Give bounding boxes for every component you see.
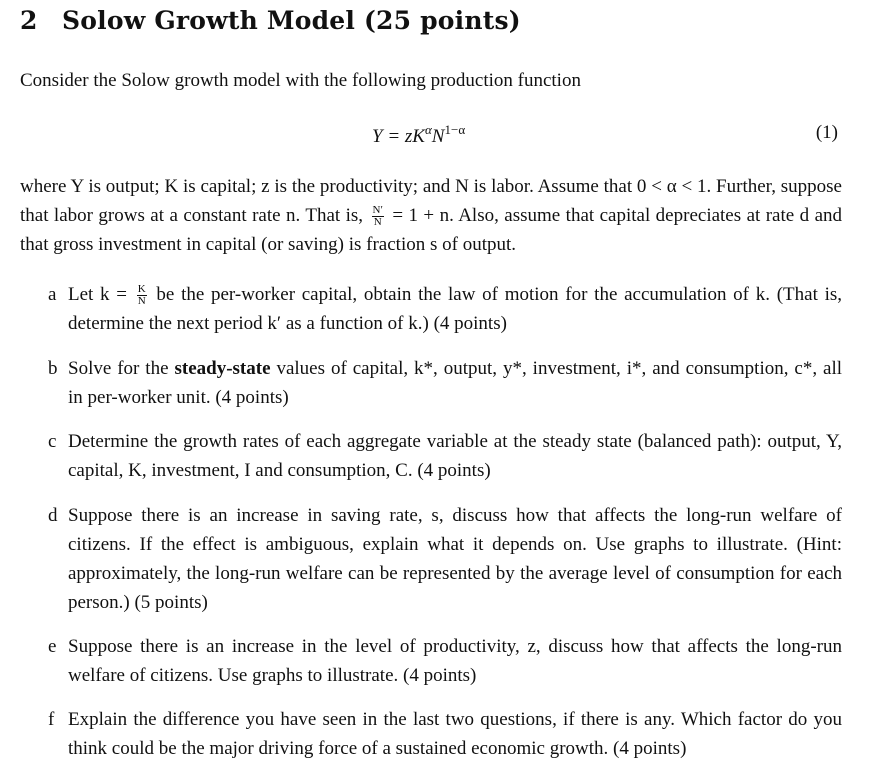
section-title: Solow Growth Model (25 points) [62,6,521,35]
question-body: Explain the difference you have seen in the last two questions, if there is any. Which factor do you think could be the major driving force of a sustained economic growth. (4 points) [68,709,842,759]
question-b-post: values of capital, k*, output, y*, investment, i*, and consumption, c*, all in per-worker unit. (4 points) [68,358,843,408]
question-body: Determine the growth rates of each aggregate variable at the steady state (balanced path): output, Y, capital, K, investment, I and consumption, C. (4 points) [68,431,842,481]
equation-lhs: Y = zK [372,126,425,147]
question-letter: d [48,505,58,526]
question-letter: b [48,358,58,379]
question-f [48,705,842,763]
question-c [48,427,842,485]
fraction-numerator: K [137,283,146,296]
paragraph-part1: where Y is output; K is capital; z is the productivity; and N is labor. Assume that 0 < α < 1. Further, suppose that labor grows at a constant rate n. That is, [20,176,842,226]
production-function-equation [0,122,894,154]
paragraph-part2: = 1 + n. Also, assume that capital depreciates at rate d and that gross investment in capital (or saving) is fraction s of output. [20,205,843,255]
equation-exponent: 1−α [444,122,466,137]
intro-text: Consider the Solow growth model with the following production function [20,70,581,91]
question-a-pre: Let k = [68,284,127,305]
question-body [68,280,842,338]
question-letter: a [48,284,57,305]
question-body: Suppose there is an increase in the level of productivity, z, discuss how that affects the long-run welfare of citizens. Use graphs to illustrate. (4 points) [68,636,842,686]
fraction-numerator: N′ [372,204,383,217]
question-body [68,354,842,412]
per-worker-fraction [137,284,147,307]
section-number: 2 [20,6,38,35]
question-e [48,632,842,690]
question-a-post: be the per-worker capital, obtain the law of motion for the accumulation of k. (That is, determine the next period k′ as a function of k.) (4 points) [68,284,842,334]
question-letter: e [48,636,57,657]
labor-growth-fraction [372,205,384,228]
question-b-bold: steady-state [174,358,271,379]
question-d [48,501,842,617]
question-letter: c [48,431,57,452]
question-body: Suppose there is an increase in saving rate, s, discuss how that affects the long-run welfare of citizens. If the effect is ambiguous, explain what it depends on. Use graphs to illustrate. (Hint: approximately, the long-run welfare can be represented by the average level of consumption for each person.) (5 points) [68,505,842,613]
equation-number: (1) [815,122,838,143]
assumptions-paragraph [20,172,842,259]
fraction-denominator: N [137,295,146,308]
section-heading [20,6,521,35]
equation-expression [372,122,465,148]
equation-alpha: α [424,122,432,137]
question-b-pre: Solve for the [68,358,169,379]
equation-n: N [431,126,445,147]
question-a [48,280,842,338]
question-letter: f [48,709,55,730]
question-b [48,354,842,412]
fraction-denominator: N [373,216,382,229]
